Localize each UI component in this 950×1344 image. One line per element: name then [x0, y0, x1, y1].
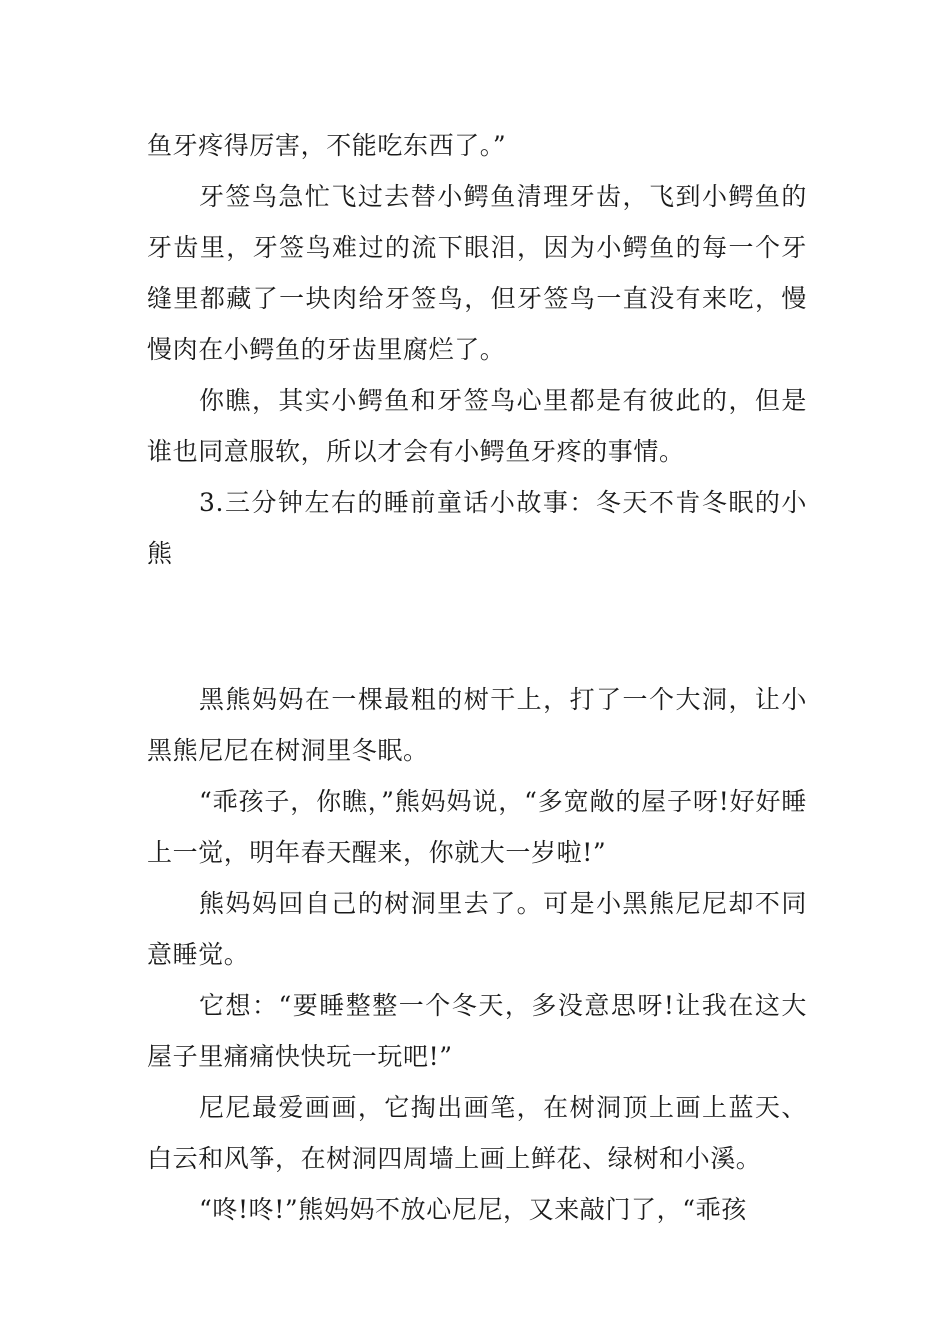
section-heading: 3.三分钟左右的睡前童话小故事：冬天不肯冬眠的小熊: [147, 488, 807, 568]
story-text-bottom: [147, 674, 807, 1235]
paragraph: 它想：“要睡整整一个冬天，多没意思呀!让我在这大屋子里痛痛快快玩一玩吧!”: [147, 991, 807, 1071]
paragraph: 熊妈妈回自己的树洞里去了。可是小黑熊尼尼却不同意睡觉。: [147, 889, 807, 969]
paragraph: 鱼牙疼得厉害，不能吃东西了。”: [147, 131, 507, 160]
paragraph: 尼尼最爱画画，它掏出画笔，在树洞顶上画上蓝天、白云和风筝，在树洞四周墙上画上鲜花、绿树和小溪。: [147, 1093, 807, 1173]
paragraph: “乖孩子，你瞧，”熊妈妈说，“多宽敞的屋子呀!好好睡上一觉，明年春天醒来，你就大一岁啦!”: [147, 787, 807, 867]
paragraph: “咚!咚!”熊妈妈不放心尼尼，又来敲门了，“乖孩: [199, 1195, 747, 1224]
paragraph: 黑熊妈妈在一棵最粗的树干上，打了一个大洞，让小黑熊尼尼在树洞里冬眠。: [147, 685, 807, 765]
story-text-top: [147, 120, 807, 579]
paragraph: 牙签鸟急忙飞过去替小鳄鱼清理牙齿，飞到小鳄鱼的牙齿里，牙签鸟难过的流下眼泪，因为小鳄鱼的每一个牙缝里都藏了一块肉给牙签鸟，但牙签鸟一直没有来吃，慢慢肉在小鳄鱼的牙齿里腐烂了。: [147, 182, 807, 364]
paragraph: 你瞧，其实小鳄鱼和牙签鸟心里都是有彼此的，但是谁也同意服软，所以才会有小鳄鱼牙疼的事情。: [147, 386, 807, 466]
